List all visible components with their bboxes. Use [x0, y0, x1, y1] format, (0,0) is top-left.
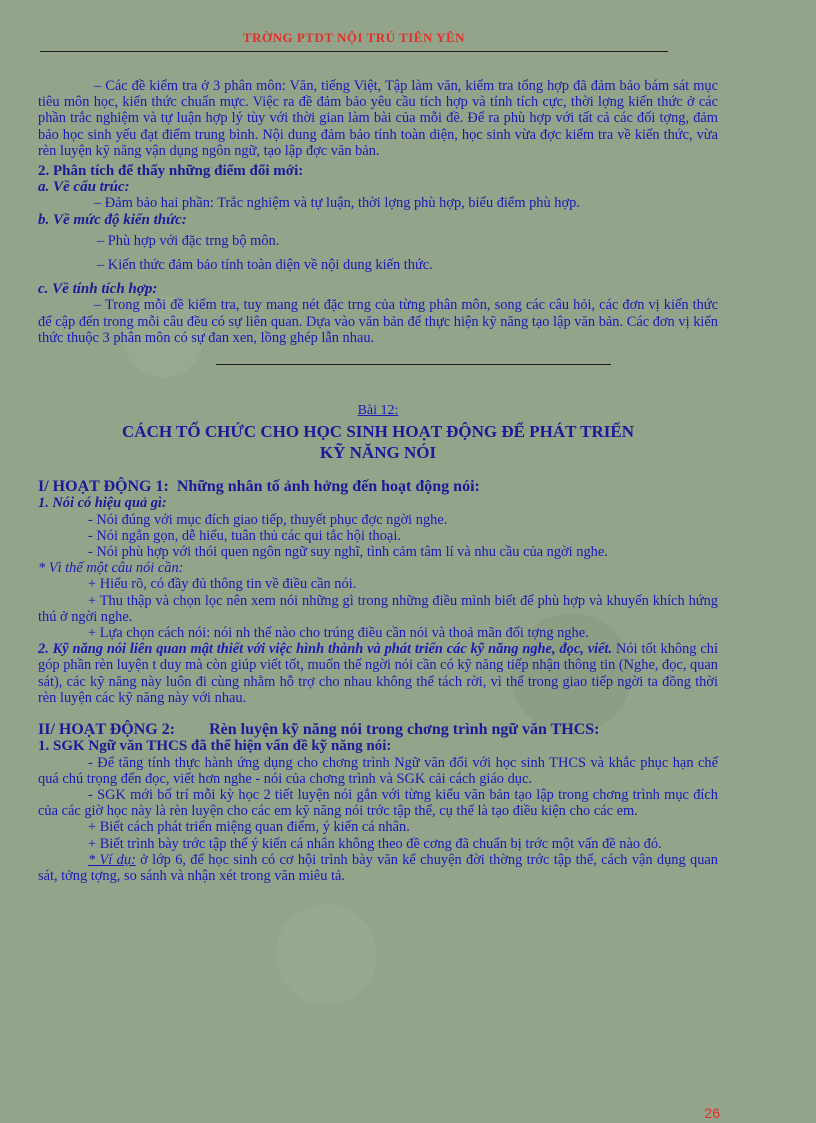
- lesson-label: Bài 12:: [357, 403, 399, 419]
- activity2-example: [38, 852, 718, 884]
- section2b-item-text: Phù hợp với đặc trng bộ môn.: [107, 232, 280, 249]
- example-body: ở lớp 6, để học sinh có cơ hội trình bày văn kể chuyện đời thờng trớc tập thể, cách vận dụng quan sát, tởng tợng, so sánh và nhận xét trong văn miêu tả.: [38, 851, 718, 884]
- intro-paragraph: – Các đề kiểm tra ở 3 phân môn: Văn, tiếng Việt, Tập làm văn, kiểm tra tổng hợp đã đảm bảo bám sát mục tiêu môn học, kiến thức chuẩn mực. Việc ra đề đảm bảo yêu cầu tích hợp và tính tích cực, thời lợng kiến thức ở các phần trắc nghiệm và tự luận hợp lý tùy với thời gian làm bài của mỗi đề. Để ra phù hợp với tất cả các đối tợng, đảm bảo học sinh yếu đạt điểm trung bình. Nội dung đảm bảo tính toàn diện, học sinh vừa đợc kiểm tra về kiến thức, vừa rèn luyện kỹ năng vận dụng ngôn ngữ, tạo lập đợc văn bản.: [38, 78, 718, 159]
- activity1-point2: [38, 641, 718, 706]
- activity1-point2-lead: 2. Kỹ năng nói liên quan mật thiết với việc hình thành và phát triển các kỹ năng nghe, đọc, viết.: [38, 641, 613, 658]
- section-divider: [216, 364, 611, 365]
- section2c-item-text: Trong mỗi đề kiểm tra, tuy mang nét đặc trng của từng phân môn, song các câu hỏi, các đơn vị kiến thức để cập đến trong mỗi câu đều có sự liên quan. Dựa vào văn bản để thực hiện kỹ năng tạo lập văn bản. Các đơn vị kiến thức thuộc 3 phân môn có sự đan xen, lồng ghép lẫn nhau.: [38, 297, 718, 346]
- activity2-label: II/ HOẠT ĐỘNG 2:: [38, 721, 176, 739]
- activity1-line: - Nói ngắn gọn, dễ hiểu, tuân thủ các qui tắc hội thoại.: [88, 527, 401, 544]
- header-divider: [40, 51, 668, 52]
- section2a-item: – Đảm bảo hai phần: Trắc nghiệm và tự luận, thời lợng phù hợp, biểu điểm phù hợp.: [94, 195, 580, 212]
- document-body: [38, 78, 718, 884]
- activity1-heading: [38, 479, 718, 495]
- section2a-item-text: Đảm bảo hai phần: Trắc nghiệm và tự luận, thời lợng phù hợp, biểu điểm phù hợp.: [104, 195, 580, 212]
- section2c-heading: c. Về tính tích hợp:: [38, 281, 158, 298]
- activity2-line: - Để tăng tính thực hành ứng dụng cho chơng trình Ngữ văn đối với học sinh THCS và khắc phục hạn chế quá chú trọng đến đọc, viết hơn nghe - nói của chơng trình và SGK cải cách giáo dục.: [38, 754, 718, 787]
- section2b-item: – Kiến thức đảm bảo tính toàn diện về nội dung kiến thức.: [97, 257, 433, 274]
- activity1-label: I/ HOẠT ĐỘNG 1:: [38, 478, 169, 496]
- example-label: * Ví dụ:: [88, 851, 136, 868]
- page-header: TRỜNG PTDT NỘI TRÚ TIÊN YÊN: [242, 30, 466, 45]
- activity1-point1: 1. Nói có hiệu quả gì:: [38, 495, 167, 512]
- activity1-plus-line: + Thu thập và chọn lọc nên xem nói những gì trong những điều mình biết để phù hợp và khuyến khích hứng thú ở ngời nghe.: [38, 592, 718, 625]
- page-number: 26: [704, 1105, 720, 1121]
- section2-heading: 2. Phân tích để thấy những điểm đổi mới:: [38, 163, 304, 180]
- activity2-line: - SGK mới bố trí mỗi kỳ học 2 tiết luyện nói gắn với từng kiểu văn bản tạo lập trong chơng trình mục đích của các giờ học này là rèn luyện cho các em kỹ năng nói trớc tập thể, cụ thể là tạo điều kiện cho các em.: [38, 786, 718, 820]
- activity1-subtitle: Những nhân tố ảnh hởng đến hoạt động nói:: [176, 478, 480, 496]
- activity1-plus-line: + Lựa chọn cách nói: nói nh thế nào cho trúng điều cần nói và thoả mãn đối tợng nghe.: [88, 625, 589, 642]
- activity1-line: - Nói phù hợp với thói quen ngôn ngữ suy nghĩ, tình cảm tâm lí và nhu cầu của ngời nghe.: [88, 544, 608, 561]
- section2b-heading: b. Về mức độ kiến thức:: [38, 211, 187, 228]
- activity2-point1: 1. SGK Ngữ văn THCS đã thể hiện vấn đề kỹ năng nói:: [38, 738, 392, 755]
- activity1-point2-body: Nói tốt không chỉ góp phần rèn luyện t duy mà còn giúp viết tốt, muốn thế ngời nói cần có kỹ năng tiếp nhận thông tin (Nghe, đọc, quan sát), các kỹ năng này luôn đi cùng nhằm hỗ trợ cho nhau không thể tách rời, vì thế trong giao tiếp ngời ta đồng thời rèn luyện các kỹ năng này với nhau.: [38, 641, 718, 706]
- activity2-subtitle: Rèn luyện kỹ năng nói trong chơng trình ngữ văn THCS:: [209, 721, 600, 739]
- section2b-item: – Phù hợp với đặc trng bộ môn.: [97, 232, 280, 249]
- lesson-title-line1: CÁCH TỔ CHỨC CHO HỌC SINH HOẠT ĐỘNG ĐỂ PHÁT TRIỂN: [122, 422, 634, 442]
- activity1-line: - Nói đúng với mục đích giao tiếp, thuyết phục đợc ngời nghe.: [88, 511, 448, 528]
- activity2-heading: [38, 722, 718, 738]
- intro-text: Các đề kiểm tra ở 3 phân môn: Văn, tiếng Việt, Tập làm văn, kiểm tra tổng hợp đã đảm bảo bám sát mục tiêu môn học, kiến thức chuẩn mực. Việc ra đề đảm bảo yêu cầu tích hợp và tính tích cực, thời lợng kiến thức ở các phần trắc nghiệm và tự luận hợp lý tùy với thời gian làm bài của mỗi đề. Để ra phù hợp với tất cả các đối tợng, đảm bảo học sinh yếu đạt điểm trung bình. Nội dung đảm bảo tính toàn diện, học sinh vừa đợc kiểm tra về kiến thức, vừa rèn luyện kỹ năng vận dụng ngôn ngữ, tạo lập đợc văn bản.: [38, 78, 718, 159]
- activity2-line: + Biết trình bày trớc tập thể ý kiến cá nhân không theo đề cơng đã chuẩn bị trớc một vấn đề nào đó.: [88, 835, 662, 852]
- section2b-item-text: Kiến thức đảm bảo tính toàn diện về nội dung kiến thức.: [107, 257, 433, 274]
- activity1-note: * Vì thế một câu nói cần:: [38, 560, 184, 577]
- activity1-plus-line: + Hiểu rõ, có đầy đủ thông tin về điều cần nói.: [88, 576, 357, 593]
- lesson-title-line2: KỸ NĂNG NÓI: [319, 443, 437, 463]
- section2a-heading: a. Về cấu trúc:: [38, 179, 130, 196]
- section2c-item: – Trong mỗi đề kiểm tra, tuy mang nét đặc trng của từng phân môn, song các câu hỏi, các đơn vị kiến thức để cập đến trong mỗi câu đều có sự liên quan. Dựa vào văn bản để thực hiện kỹ năng tạo lập văn bản. Các đơn vị kiến thức thuộc 3 phân môn có sự đan xen, lồng ghép lẫn nhau.: [38, 297, 718, 346]
- activity2-line: + Biết cách phát triển miệng quan điểm, ý kiến cá nhân.: [88, 819, 410, 836]
